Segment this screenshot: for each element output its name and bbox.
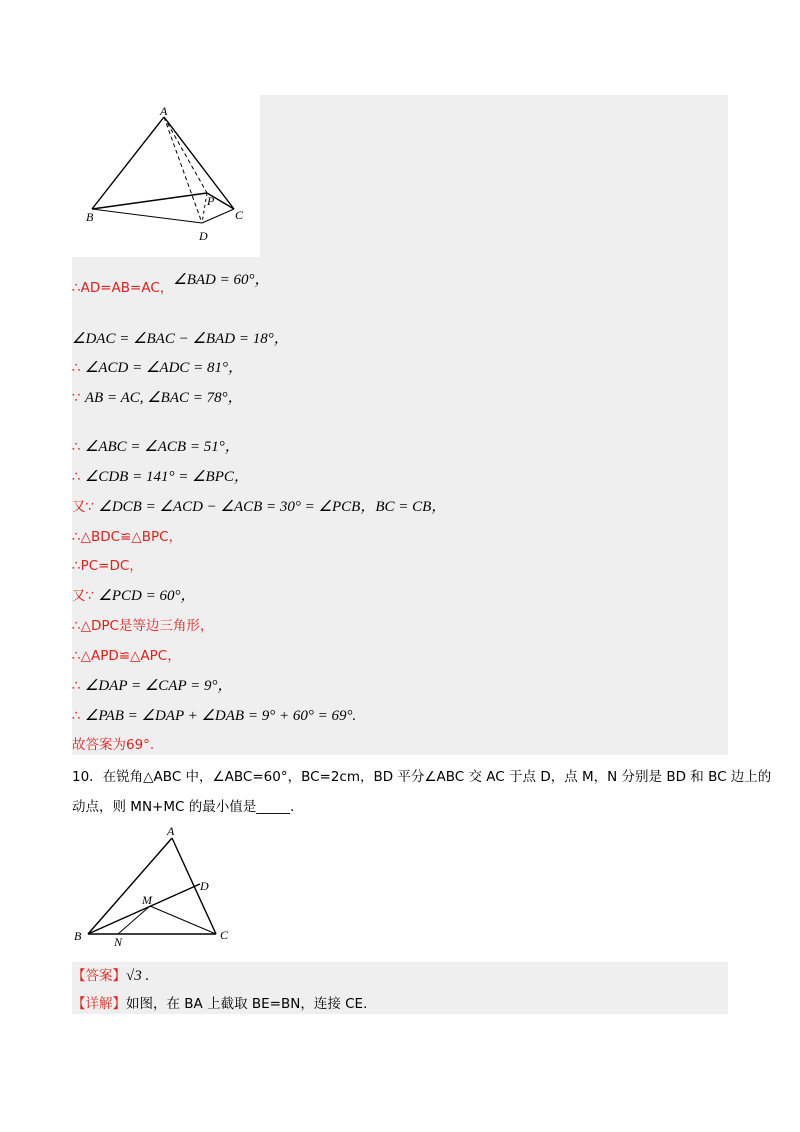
detail-text: 如图，在 BA 上截取 BE=BN，连接 CE. — [126, 996, 368, 1012]
detail-tag: 【详解】 — [72, 996, 126, 1012]
solution-line — [72, 676, 232, 696]
solution-line — [72, 497, 446, 517]
solution-line-prefix: ∴ — [72, 469, 85, 485]
solution-line — [72, 329, 289, 349]
solution-line-math: ∠ACD = ∠ADC = 81°， — [84, 360, 244, 376]
fig2-label-n: N — [114, 935, 123, 949]
solution-line — [72, 388, 243, 408]
solution-line — [72, 467, 249, 487]
solution-line-math: ∠DAC = ∠BAC − ∠BAD = 18°， — [72, 331, 289, 347]
solution-line — [72, 358, 243, 378]
solution-line-prefix: ∴△DPC是等边三角形， — [72, 618, 214, 634]
solution-line-prefix: ∴ — [72, 708, 85, 724]
solution-line-math: ∠CDB = 141° = ∠BPC， — [84, 469, 249, 485]
fig2-label-b: B — [74, 929, 82, 943]
solution-line-math: ∠BAD = 60°， — [173, 272, 270, 288]
fig1-label-d: D — [199, 229, 208, 243]
answer-tag: 【答案】 — [72, 968, 126, 984]
solution-line-prefix: ∴△APD≌△APC， — [72, 648, 181, 664]
solution-line-prefix: ∴ — [72, 439, 85, 455]
solution-line-prefix: 又∵ — [72, 499, 99, 515]
solution-line — [72, 272, 270, 298]
solution-line-math: ∠DAP = ∠CAP = 9°， — [84, 678, 233, 694]
solution-line — [72, 706, 356, 726]
solution-line-prefix: ∵ — [72, 390, 85, 406]
answer-value: √3 . — [126, 968, 150, 984]
figure-triangle-abcp — [72, 95, 260, 257]
fig1-label-a: A — [160, 104, 168, 118]
solution-line-prefix: ∴AD=AB=AC， — [72, 280, 174, 296]
solution-line-math: ∠DCB = ∠ACD − ∠ACB = 30° = ∠PCB，BC = CB， — [98, 499, 447, 515]
figure-triangle-abc-mn — [72, 822, 242, 950]
fig2-label-c: C — [220, 928, 229, 942]
solution-line-math: ∠PAB = ∠DAP + ∠DAB = 9° + 60° = 69°. — [84, 708, 357, 724]
solution-line-prefix: ∴ — [72, 678, 85, 694]
fig2-label-m: M — [142, 893, 152, 907]
question-10-line2: 动点，则 MN+MC 的最小值是_____. — [72, 799, 295, 815]
detail-line — [72, 994, 367, 1014]
solution-line-prefix: 故答案为69°. — [72, 737, 155, 753]
solution-line-math: ∠ABC = ∠ACB = 51°， — [84, 439, 240, 455]
solution-line-prefix: 又∵ — [72, 588, 99, 604]
fig1-label-p: P — [207, 194, 215, 208]
solution-line-math: ∠PCD = 60°， — [98, 588, 196, 604]
fig2-label-a: A — [167, 824, 175, 838]
solution-line — [72, 616, 213, 636]
answer-line — [72, 966, 149, 986]
solution-line-prefix: ∴PC=DC， — [72, 558, 143, 574]
fig1-label-b: B — [86, 210, 94, 224]
solution-line-prefix: ∴ — [72, 360, 85, 376]
solution-line — [72, 527, 182, 547]
solution-line — [72, 586, 195, 606]
solution-line — [72, 556, 143, 576]
fig1-label-c: C — [235, 208, 244, 222]
fig2-label-d: D — [200, 879, 209, 893]
question-10-line1: 10．在锐角△ABC 中，∠ABC=60°，BC=2cm，BD 平分∠ABC 交 AC 于点 D，点 M，N 分别是 BD 和 BC 边上的 — [72, 769, 772, 785]
solution-line-math: AB = AC, ∠BAC = 78°， — [84, 390, 243, 406]
solution-line — [72, 735, 154, 755]
solution-line — [72, 646, 181, 666]
solution-line-prefix: ∴△BDC≌△BPC， — [72, 529, 183, 545]
solution-line — [72, 437, 240, 457]
